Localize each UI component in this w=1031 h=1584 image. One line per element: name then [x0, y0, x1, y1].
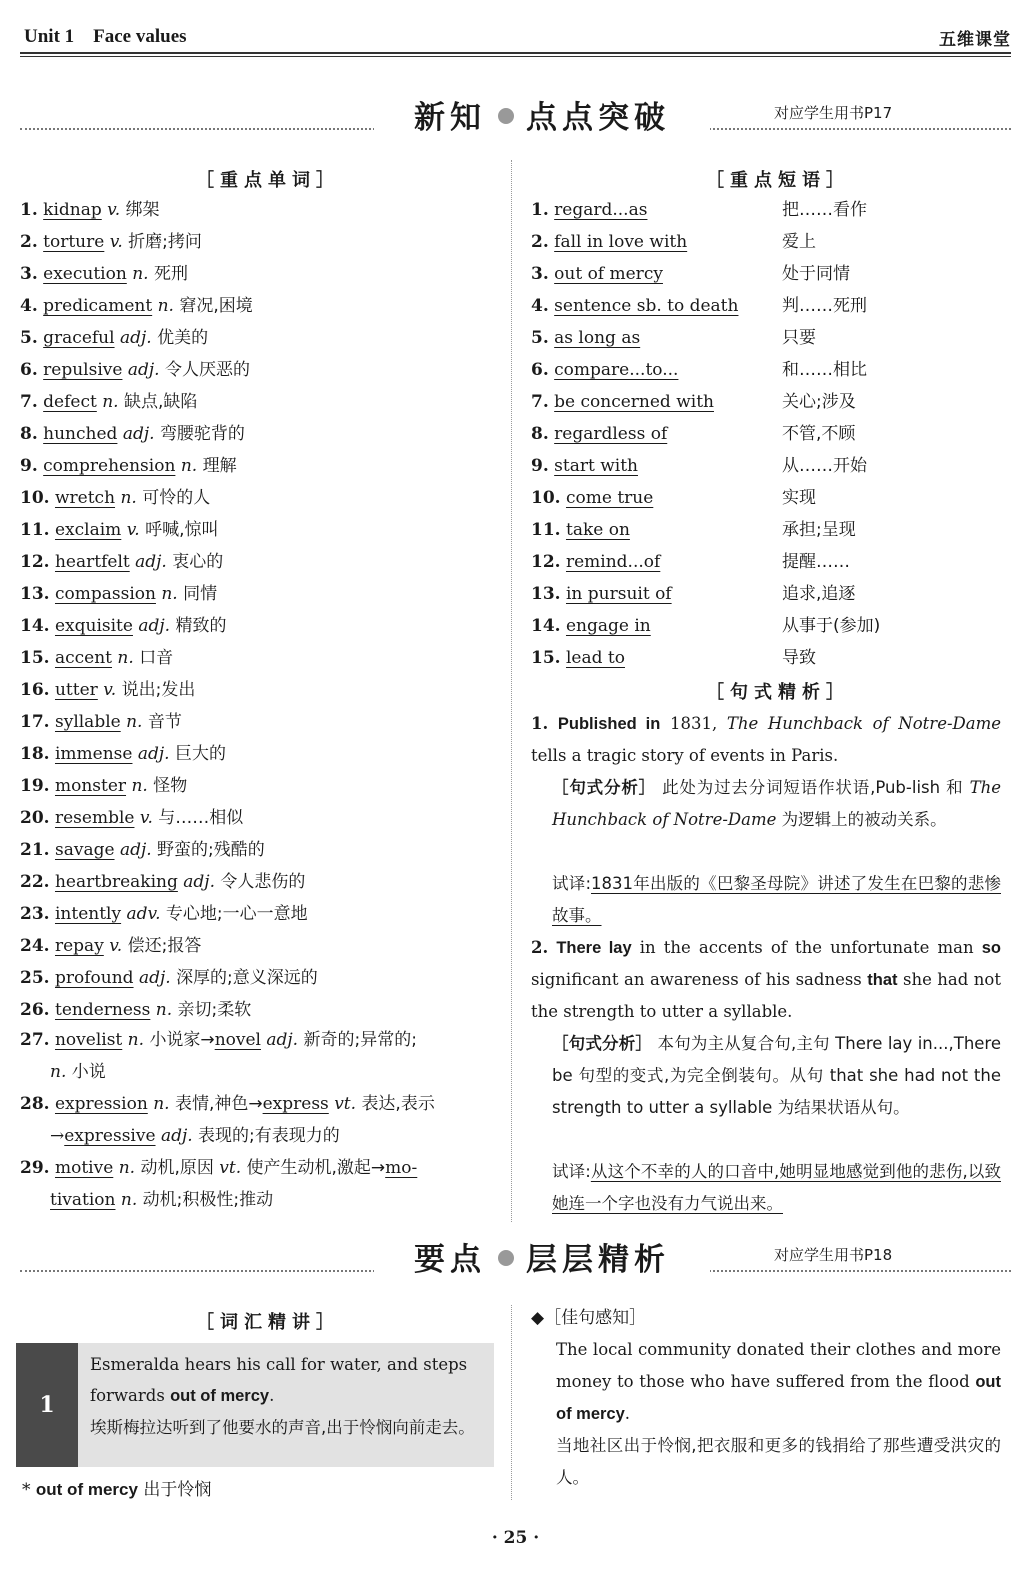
bold-keyword: out of mercy — [170, 1387, 270, 1405]
words-heading: ［重点单词］ — [196, 170, 340, 191]
word-en: compassion — [54, 584, 156, 604]
part-of-speech: adj. — [135, 552, 167, 572]
word-cn: 衷心的 — [172, 552, 224, 572]
word-cn: 可怜的人 — [142, 488, 211, 508]
word-en-2: novel — [214, 1030, 261, 1050]
part-of-speech: adj. — [122, 424, 155, 444]
word-cn-3: 动机;积极性;推动 — [142, 1190, 274, 1210]
word-cn: 与……相似 — [158, 808, 244, 828]
word-cn: 深厚的;意义深远的 — [176, 968, 318, 988]
box-text — [90, 1349, 484, 1443]
phrase-item — [531, 648, 625, 668]
book-reference: 对应学生用书P17 — [770, 102, 896, 123]
word-en: heartbreaking — [54, 872, 178, 892]
item-number: 13. — [20, 584, 50, 604]
item-number: 6. — [531, 360, 549, 380]
section-banner-2 — [20, 1240, 1011, 1290]
example-box — [16, 1343, 494, 1467]
word-cn: 巨大的 — [174, 744, 226, 764]
part-of-speech-3: adj. — [160, 1126, 193, 1146]
book-title: The Hunchback of Notre-Dame — [552, 778, 1001, 829]
part-of-speech: n. — [180, 456, 198, 476]
phrase-item — [531, 424, 667, 444]
example-en-end: . — [269, 1386, 275, 1405]
good-sentence-en: The local community donated their clothes and more money to those who have suffered from the flood — [556, 1340, 1001, 1391]
word-item — [20, 712, 182, 732]
word-cn: 音节 — [147, 712, 182, 732]
word-cn: 口音 — [139, 648, 174, 668]
translation-text: 1831年出版的《巴黎圣母院》讲述了发生在巴黎的悲惨故事。 — [552, 874, 1001, 925]
bold-keyword-3: that — [867, 971, 898, 989]
word-cn-2: 表达,表示 — [361, 1094, 435, 1114]
word-cn: 动机,原因 — [140, 1158, 214, 1178]
phrase-cn: 追求,追逐 — [782, 584, 856, 604]
word-item — [20, 776, 187, 796]
word-item — [20, 968, 318, 988]
phrase-en: be concerned with — [554, 392, 714, 412]
section-title — [374, 1240, 710, 1284]
item-number: 12. — [531, 552, 561, 572]
arrow-icon: → — [50, 1126, 65, 1146]
part-of-speech: n. — [126, 712, 143, 732]
sentence-text-3: she had not the strength to utter a syllable. — [531, 970, 1001, 1021]
word-en: torture — [43, 232, 105, 252]
phrase-cn: 实现 — [782, 488, 816, 508]
phrase-item — [531, 264, 663, 284]
part-of-speech: n. — [117, 648, 134, 668]
sentence-text-2: significant an awareness of his sadness — [531, 970, 868, 989]
word-item — [20, 424, 245, 444]
word-en: monster — [54, 776, 127, 796]
word-cn: 野蛮的;残酷的 — [157, 840, 265, 860]
phrase-item — [531, 552, 660, 572]
part-of-speech: v. — [107, 200, 121, 220]
part-of-speech: v. — [139, 808, 153, 828]
word-cn: 怪物 — [153, 776, 188, 796]
phrase-item — [531, 200, 647, 220]
item-number: 26. — [20, 1000, 50, 1020]
phrase-item — [531, 296, 738, 316]
translation-label: 试译: — [552, 1162, 591, 1181]
word-en: exquisite — [54, 616, 133, 636]
word-cn: 小说家→ — [149, 1030, 215, 1050]
phrase-item — [531, 360, 678, 380]
item-number: 1. — [20, 200, 38, 220]
word-cn: 窘况,困境 — [179, 296, 253, 316]
item-number: 27. — [20, 1030, 50, 1050]
sentence-2 — [531, 932, 1001, 1028]
vocab-note — [22, 1480, 211, 1500]
word-item — [20, 616, 226, 636]
part-of-speech-2: adj. — [266, 1030, 299, 1050]
title-part-b: 层层精析 — [526, 1242, 670, 1278]
word-en-3: expressive — [64, 1126, 156, 1146]
item-number: 5. — [20, 328, 38, 348]
item-number: 7. — [531, 392, 549, 412]
item-number: 13. — [531, 584, 561, 604]
word-cn-3: 小说 — [71, 1062, 106, 1082]
item-number: 2. — [531, 232, 549, 252]
word-item-29-line2 — [50, 1190, 273, 1210]
phrase-en: as long as — [554, 328, 641, 348]
phrase-en: remind...of — [565, 552, 661, 572]
sentence-1-translation — [552, 868, 1001, 932]
word-cn: 表情,神色→ — [174, 1094, 263, 1114]
part-of-speech-3: n. — [120, 1190, 138, 1210]
analysis-tag: ［句式分析］ — [552, 1034, 653, 1053]
phrase-en: lead to — [565, 648, 625, 668]
example-cn: 埃斯梅拉达听到了他要水的声音,出于怜悯向前走去。 — [90, 1418, 475, 1437]
part-of-speech: adj. — [138, 968, 171, 988]
word-item — [20, 296, 253, 316]
word-item — [20, 648, 173, 668]
word-item — [20, 232, 202, 252]
phrase-cn: 导致 — [782, 648, 816, 668]
word-en-2: express — [262, 1094, 329, 1114]
word-en-3: tivation — [50, 1190, 116, 1210]
phrase-en: sentence sb. to death — [554, 296, 739, 316]
item-number: 12. — [20, 552, 50, 572]
item-number: 4. — [20, 296, 38, 316]
word-cn: 优美的 — [157, 328, 209, 348]
word-en: kidnap — [43, 200, 102, 220]
bold-keyword-2: so — [981, 939, 1001, 957]
item-number: 22. — [20, 872, 50, 892]
part-of-speech: n. — [132, 264, 149, 284]
analysis-text-2: 为逻辑上的被动关系。 — [776, 810, 947, 829]
word-en: predicament — [43, 296, 153, 316]
column-divider-2 — [511, 1305, 512, 1500]
part-of-speech: adj. — [138, 616, 171, 636]
word-item — [20, 584, 217, 604]
good-sentence-en-end: . — [624, 1404, 631, 1423]
item-number: 8. — [20, 424, 38, 444]
item-number: 24. — [20, 936, 50, 956]
part-of-speech: n. — [118, 1158, 136, 1178]
section-title — [374, 98, 710, 142]
sentences-heading: ［句式精析］ — [706, 682, 850, 703]
vocab-heading: ［词汇精讲］ — [196, 1312, 340, 1333]
word-en: syllable — [54, 712, 121, 732]
word-item — [20, 360, 250, 380]
phrase-en: in pursuit of — [565, 584, 672, 604]
item-number: 10. — [20, 488, 50, 508]
item-number: 10. — [531, 488, 561, 508]
item-number: 3. — [20, 264, 38, 284]
part-of-speech: v. — [109, 232, 123, 252]
word-cn: 呼喊,惊叫 — [145, 520, 219, 540]
note-cn: 出于怜悯 — [143, 1480, 212, 1500]
word-item — [20, 200, 160, 220]
bold-keyword: out of mercy — [556, 1373, 1001, 1423]
phrase-cn: 和……相比 — [782, 360, 867, 380]
word-en: utter — [54, 680, 98, 700]
part-of-speech: v. — [109, 936, 123, 956]
sentence-2-analysis — [552, 1028, 1001, 1124]
word-item — [20, 264, 188, 284]
item-number: 21. — [20, 840, 50, 860]
word-cn: 说出;发出 — [121, 680, 196, 700]
word-item — [20, 872, 305, 892]
column-divider — [511, 160, 512, 1222]
word-cn-2: 新奇的;异常的; — [303, 1030, 417, 1050]
book-reference: 对应学生用书P18 — [770, 1244, 896, 1265]
part-of-speech: n. — [120, 488, 137, 508]
phrase-en: start with — [554, 456, 638, 476]
phrase-item — [531, 232, 687, 252]
part-of-speech: n. — [161, 584, 178, 604]
word-item — [20, 744, 226, 764]
item-number: 17. — [20, 712, 50, 732]
item-number: 9. — [20, 456, 38, 476]
word-en: expression — [54, 1094, 148, 1114]
word-item-27-line2 — [50, 1062, 106, 1082]
word-cn: 绑架 — [125, 200, 160, 220]
word-en: accent — [54, 648, 113, 668]
item-number: 28. — [20, 1094, 50, 1114]
word-cn: 缺点,缺陷 — [123, 392, 198, 412]
word-cn-3: 表现的;有表现力的 — [198, 1126, 340, 1146]
good-sentence-cn: 当地社区出于怜悯,把衣服和更多的钱捐给了那些遭受洪灾的人。 — [556, 1436, 1001, 1487]
item-number: 4. — [531, 296, 549, 316]
word-item — [20, 488, 210, 508]
item-number: 8. — [531, 424, 549, 444]
phrase-cn: 提醒…… — [782, 552, 850, 572]
word-item — [20, 936, 201, 956]
good-sentence-tag: ◆［佳句感知］ — [531, 1308, 647, 1328]
word-en: immense — [54, 744, 133, 764]
book-title: The Hunchback of Notre-Dame — [726, 714, 1002, 733]
word-en: graceful — [43, 328, 115, 348]
word-cn: 令人悲伤的 — [220, 872, 306, 892]
translation-label: 试译: — [552, 874, 592, 893]
part-of-speech: n. — [127, 1030, 145, 1050]
item-number: 16. — [20, 680, 50, 700]
word-cn: 精致的 — [175, 616, 227, 636]
box-number: 1 — [16, 1343, 78, 1467]
part-of-speech: adj. — [137, 744, 170, 764]
word-item — [20, 552, 223, 572]
item-number: 9. — [531, 456, 549, 476]
phrase-cn: 承担;呈现 — [782, 520, 856, 540]
sentence-2-translation — [552, 1156, 1001, 1220]
word-item-28-line2 — [50, 1126, 340, 1146]
circle-icon — [498, 108, 514, 124]
item-number: 15. — [20, 648, 50, 668]
part-of-speech: n. — [102, 392, 119, 412]
part-of-speech: v. — [103, 680, 117, 700]
page-header — [20, 22, 1011, 50]
word-item — [20, 328, 208, 348]
part-of-speech: adj. — [119, 328, 152, 348]
word-item — [20, 392, 197, 412]
sentence-text: 1831, — [660, 714, 727, 733]
circle-icon — [498, 1250, 514, 1266]
phrase-cn: 从……开始 — [782, 456, 867, 476]
phrase-en: compare...to... — [554, 360, 679, 380]
word-en: execution — [43, 264, 127, 284]
header-rule-thin — [20, 56, 1011, 57]
item-number: 2. — [20, 232, 38, 252]
word-en: wretch — [54, 488, 116, 508]
bold-keyword: There lay — [556, 939, 632, 957]
phrase-cn: 关心;涉及 — [782, 392, 856, 412]
phrase-en: take on — [565, 520, 630, 540]
part-of-speech-2: vt. — [219, 1158, 242, 1178]
phrase-item — [531, 520, 630, 540]
word-cn: 偿还;报答 — [127, 936, 202, 956]
word-cn: 死刑 — [153, 264, 188, 284]
word-en: resemble — [54, 808, 135, 828]
item-number: 20. — [20, 808, 50, 828]
item-number: 11. — [531, 520, 561, 540]
phrase-en: engage in — [565, 616, 651, 636]
word-cn: 弯腰驼背的 — [159, 424, 245, 444]
part-of-speech-3: n. — [50, 1062, 67, 1082]
sentence-1-analysis — [552, 772, 1001, 836]
phrase-cn: 从事于(参加) — [782, 616, 881, 636]
word-en: intently — [54, 904, 122, 924]
phrase-item — [531, 616, 651, 636]
part-of-speech: adj. — [119, 840, 152, 860]
part-of-speech: n. — [131, 776, 148, 796]
phrase-item — [531, 328, 640, 348]
item-number: 19. — [20, 776, 50, 796]
item-number: 1. — [531, 714, 549, 733]
bold-keyword: Published in — [557, 715, 661, 733]
analysis-text: 此处为过去分词短语作状语,Pub-lish 和 — [662, 778, 970, 797]
item-number: 25. — [20, 968, 50, 988]
title-part-a: 新知 — [414, 100, 486, 136]
unit-title: Unit 1 Face values — [24, 26, 187, 47]
phrase-cn: 只要 — [782, 328, 816, 348]
item-number: 11. — [20, 520, 50, 540]
word-cn: 亲切;柔软 — [177, 1000, 252, 1020]
part-of-speech: n. — [157, 296, 174, 316]
word-en: exclaim — [54, 520, 122, 540]
part-of-speech: n. — [155, 1000, 173, 1020]
word-item — [20, 456, 237, 476]
title-part-a: 要点 — [414, 1242, 486, 1278]
page-number: · 25 · — [491, 1528, 540, 1548]
item-number: 29. — [20, 1158, 50, 1178]
phrase-cn: 不管,不顾 — [782, 424, 856, 444]
part-of-speech: n. — [153, 1094, 170, 1114]
phrase-cn: 把……看作 — [782, 200, 867, 220]
part-of-speech: adv. — [126, 904, 161, 924]
word-en: novelist — [54, 1030, 123, 1050]
word-item-29 — [20, 1158, 417, 1178]
sentence-text: in the accents of the unfortunate man — [631, 938, 982, 957]
part-of-speech: v. — [126, 520, 140, 540]
word-cn: 令人厌恶的 — [164, 360, 250, 380]
word-item — [20, 680, 195, 700]
good-sentence — [556, 1334, 1001, 1494]
word-cn: 同情 — [183, 584, 218, 604]
example-en: Esmeralda hears his call for water, and steps forwards — [90, 1355, 468, 1405]
note-phrase: out of mercy — [35, 1480, 138, 1499]
word-item — [20, 904, 308, 924]
word-item — [20, 1000, 251, 1020]
item-number: 14. — [531, 616, 561, 636]
item-number: 14. — [20, 616, 50, 636]
part-of-speech-2: vt. — [334, 1094, 357, 1114]
phrase-en: come true — [565, 488, 654, 508]
part-of-speech: adj. — [183, 872, 215, 892]
sentence-1 — [531, 708, 1001, 772]
phrase-en: regard...as — [554, 200, 648, 220]
item-number: 5. — [531, 328, 549, 348]
item-number: 18. — [20, 744, 50, 764]
phrases-heading: ［重点短语］ — [706, 170, 850, 191]
word-cn: 专心地;一心一意地 — [165, 904, 308, 924]
phrase-cn: 判……死刑 — [782, 296, 867, 316]
word-item-28 — [20, 1094, 435, 1114]
word-cn: 折磨;拷问 — [128, 232, 202, 252]
item-number: 7. — [20, 392, 38, 412]
item-number: 3. — [531, 264, 549, 284]
title-part-b: 点点突破 — [526, 100, 670, 136]
phrase-en: regardless of — [554, 424, 668, 444]
word-en: defect — [43, 392, 97, 412]
word-item-27 — [20, 1030, 417, 1050]
phrase-en: out of mercy — [554, 264, 663, 284]
star-icon: * — [22, 1480, 31, 1500]
sentence-text-2: tells a tragic story of events in Paris. — [531, 746, 839, 765]
word-en: savage — [54, 840, 115, 860]
word-en: hunched — [43, 424, 118, 444]
word-en: repulsive — [43, 360, 123, 380]
brand-logo: 五维课堂 — [939, 30, 1011, 50]
word-en: motive — [54, 1158, 114, 1178]
part-of-speech: adj. — [127, 360, 160, 380]
word-cn: 理解 — [202, 456, 237, 476]
word-en-2: mo- — [385, 1158, 418, 1178]
item-number: 23. — [20, 904, 50, 924]
word-cn-2: 使产生动机,激起→ — [246, 1158, 386, 1178]
word-en: heartfelt — [54, 552, 130, 572]
item-number: 2. — [531, 938, 549, 957]
analysis-tag: ［句式分析］ — [552, 778, 656, 797]
item-number: 15. — [531, 648, 561, 668]
word-item — [20, 808, 243, 828]
phrase-item — [531, 584, 672, 604]
translation-text: 从这个不幸的人的口音中,她明显地感觉到他的悲伤,以致她连一个字也没有力气说出来。 — [552, 1162, 1001, 1213]
phrase-item — [531, 456, 638, 476]
word-en: repay — [54, 936, 104, 956]
header-rule — [20, 52, 1011, 54]
phrase-item — [531, 488, 653, 508]
phrase-item — [531, 392, 714, 412]
section-banner-1 — [20, 98, 1011, 148]
word-en: profound — [54, 968, 134, 988]
phrase-cn: 处于同情 — [782, 264, 850, 284]
phrase-cn: 爱上 — [782, 232, 816, 252]
phrase-en: fall in love with — [554, 232, 688, 252]
analysis-text: 本句为主从复合句,主句 There lay in...,There be 句型的变式,为完全倒装句。从句 that she had not the strength to utter a syllable 为结果状语从句。 — [552, 1034, 1002, 1117]
item-number: 1. — [531, 200, 549, 220]
item-number: 6. — [20, 360, 38, 380]
word-en: comprehension — [43, 456, 176, 476]
word-en: tenderness — [54, 1000, 151, 1020]
word-item — [20, 840, 265, 860]
word-item — [20, 520, 219, 540]
